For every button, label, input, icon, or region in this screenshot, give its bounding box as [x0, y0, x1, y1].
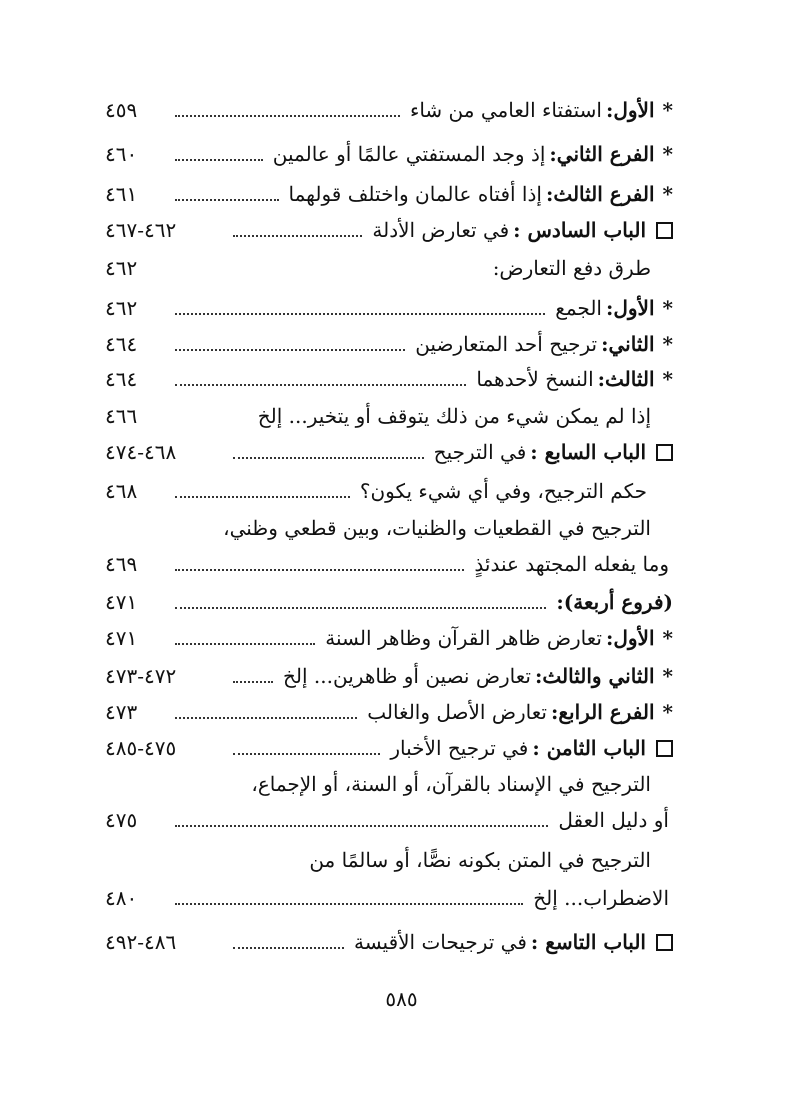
entry-title: في ترجيح الأخبار: [390, 736, 529, 760]
entry-page: ٤٦٩: [105, 552, 138, 576]
entry-title: النسخ لأحدهما: [476, 367, 594, 391]
page-number: ٥٨٥: [385, 987, 418, 1011]
entry-title: ترجيح أحد المتعارضين: [415, 332, 598, 356]
leader-dots: [175, 115, 400, 117]
entry-page: ٤٦٢: [105, 296, 138, 320]
toc-entry: [105, 620, 673, 656]
toc-entry: [105, 546, 673, 582]
entry-title: وما يفعله المجتهد عندئذٍ: [474, 552, 669, 576]
entry-page: ٤٧١: [105, 590, 138, 614]
entry-title: الترجيح في القطعيات والظنيات، وبين قطعي وظني،: [223, 516, 651, 540]
toc-chapter-entry: [105, 212, 673, 248]
entry-page: ٤٦٢: [105, 256, 138, 280]
entry-heading: (فروع أربعة):: [556, 590, 673, 614]
entry-title: إذ وجد المستفتي عالمًا أو عالمين: [272, 142, 546, 166]
toc-entry-line: [105, 510, 673, 546]
square-marker-icon: [656, 222, 673, 239]
toc-entry: [105, 802, 673, 838]
entry-page: ٤٧١: [105, 626, 138, 650]
entry-heading: الأول:: [605, 626, 655, 650]
leader-dots: [233, 235, 362, 237]
entry-title: تعارض الأصل والغالب: [367, 700, 547, 724]
entry-title: تعارض ظاهر القرآن وظاهر السنة: [325, 626, 602, 650]
toc-chapter-entry: [105, 924, 673, 960]
leader-dots: [175, 825, 548, 827]
toc-entry-line: [105, 766, 673, 802]
star-marker: *: [662, 296, 673, 320]
star-marker: *: [662, 664, 673, 688]
toc-chapter-entry: [105, 434, 673, 470]
toc-entry-line: [105, 842, 673, 878]
entry-title: حكم الترجيح، وفي أي شيء يكون؟: [359, 479, 647, 503]
entry-page-range: ٤٧٥-٤٨٥: [105, 736, 177, 760]
entry-page: ٤٧٥: [105, 808, 138, 832]
toc-entry: [105, 136, 673, 172]
leader-dots: [175, 159, 263, 161]
chapter-heading: الباب السابع :: [530, 440, 646, 464]
entry-title: تعارض نصين أو ظاهرين... إلخ: [283, 664, 531, 688]
toc-entry: [105, 694, 673, 730]
star-marker: *: [662, 367, 673, 391]
entry-page: ٤٦٨: [105, 479, 138, 503]
leader-dots: [175, 903, 523, 905]
entry-page: ٤٦٤: [105, 367, 138, 391]
star-marker: *: [662, 626, 673, 650]
leader-dots: [175, 349, 405, 351]
leader-dots: [175, 496, 350, 498]
entry-title: الجمع: [555, 296, 602, 320]
toc-entry: [105, 584, 673, 620]
star-marker: *: [662, 142, 673, 166]
star-marker: *: [662, 332, 673, 356]
entry-page: ٤٨٠: [105, 886, 138, 910]
entry-heading: الأول:: [605, 98, 655, 122]
star-marker: *: [662, 182, 673, 206]
leader-dots: [175, 313, 545, 315]
toc-entry: [105, 398, 673, 434]
entry-page: ٤٦١: [105, 182, 138, 206]
entry-title: في تعارض الأدلة: [372, 218, 510, 242]
leader-dots: [175, 384, 466, 386]
toc-entry: [105, 176, 673, 212]
entry-heading: الفرع الرابع:: [550, 700, 655, 724]
entry-title: في الترجيح: [433, 440, 527, 464]
entry-title: طرق دفع التعارض:: [492, 256, 651, 280]
entry-title: في ترجيحات الأقيسة: [353, 930, 527, 954]
toc-entry: [105, 880, 673, 916]
toc-entry: [105, 473, 673, 509]
toc-chapter-entry: [105, 730, 673, 766]
toc-entry: [105, 361, 673, 397]
leader-dots: [175, 569, 464, 571]
entry-title: الترجيح في الإسناد بالقرآن، أو السنة، أو الإجماع،: [251, 772, 651, 796]
leader-dots: [233, 457, 424, 459]
entry-title: إذا أفتاه عالمان واختلف قولهما: [288, 182, 542, 206]
square-marker-icon: [656, 740, 673, 757]
entry-title: إذا لم يمكن شيء من ذلك يتوقف أو يتخير... إلخ: [257, 404, 651, 428]
entry-heading: الأول:: [605, 296, 655, 320]
entry-page-range: ٤٦٢-٤٦٧: [105, 218, 177, 242]
toc-entry: [105, 92, 673, 128]
entry-page-range: ٤٧٢-٤٧٣: [105, 664, 177, 688]
leader-dots: [233, 753, 380, 755]
square-marker-icon: [656, 934, 673, 951]
square-marker-icon: [656, 444, 673, 461]
entry-heading: الثالث:: [597, 367, 655, 391]
leader-dots: [233, 947, 344, 949]
chapter-heading: الباب الثامن :: [532, 736, 646, 760]
entry-page: ٤٧٣: [105, 700, 138, 724]
leader-dots: [233, 681, 273, 683]
toc-entry: [105, 250, 673, 286]
entry-page: ٤٦٦: [105, 404, 138, 428]
entry-page: ٤٦٤: [105, 332, 138, 356]
chapter-heading: الباب السادس :: [513, 218, 646, 242]
leader-dots: [175, 643, 315, 645]
entry-title: الاضطراب... إلخ: [533, 886, 669, 910]
entry-page: ٤٦٠: [105, 142, 138, 166]
entry-title: الترجيح في المتن بكونه نصًّا، أو سالمًا من: [309, 848, 651, 872]
toc-entry: [105, 326, 673, 362]
entry-page-range: ٤٨٦-٤٩٢: [105, 930, 177, 954]
toc-entry: [105, 658, 673, 694]
entry-heading: الفرع الثاني:: [549, 142, 655, 166]
star-marker: *: [662, 700, 673, 724]
entry-page: ٤٥٩: [105, 98, 138, 122]
star-marker: *: [662, 98, 673, 122]
entry-title: استفتاء العامي من شاء: [409, 98, 602, 122]
leader-dots: [175, 717, 357, 719]
toc-entry: [105, 290, 673, 326]
entry-heading: الثاني والثالث:: [535, 664, 655, 688]
entry-heading: الفرع الثالث:: [545, 182, 655, 206]
entry-page-range: ٤٦٨-٤٧٤: [105, 440, 177, 464]
entry-title: أو دليل العقل: [558, 808, 669, 832]
leader-dots: [175, 607, 546, 609]
entry-heading: الثاني:: [601, 332, 655, 356]
chapter-heading: الباب التاسع :: [530, 930, 646, 954]
leader-dots: [175, 199, 279, 201]
